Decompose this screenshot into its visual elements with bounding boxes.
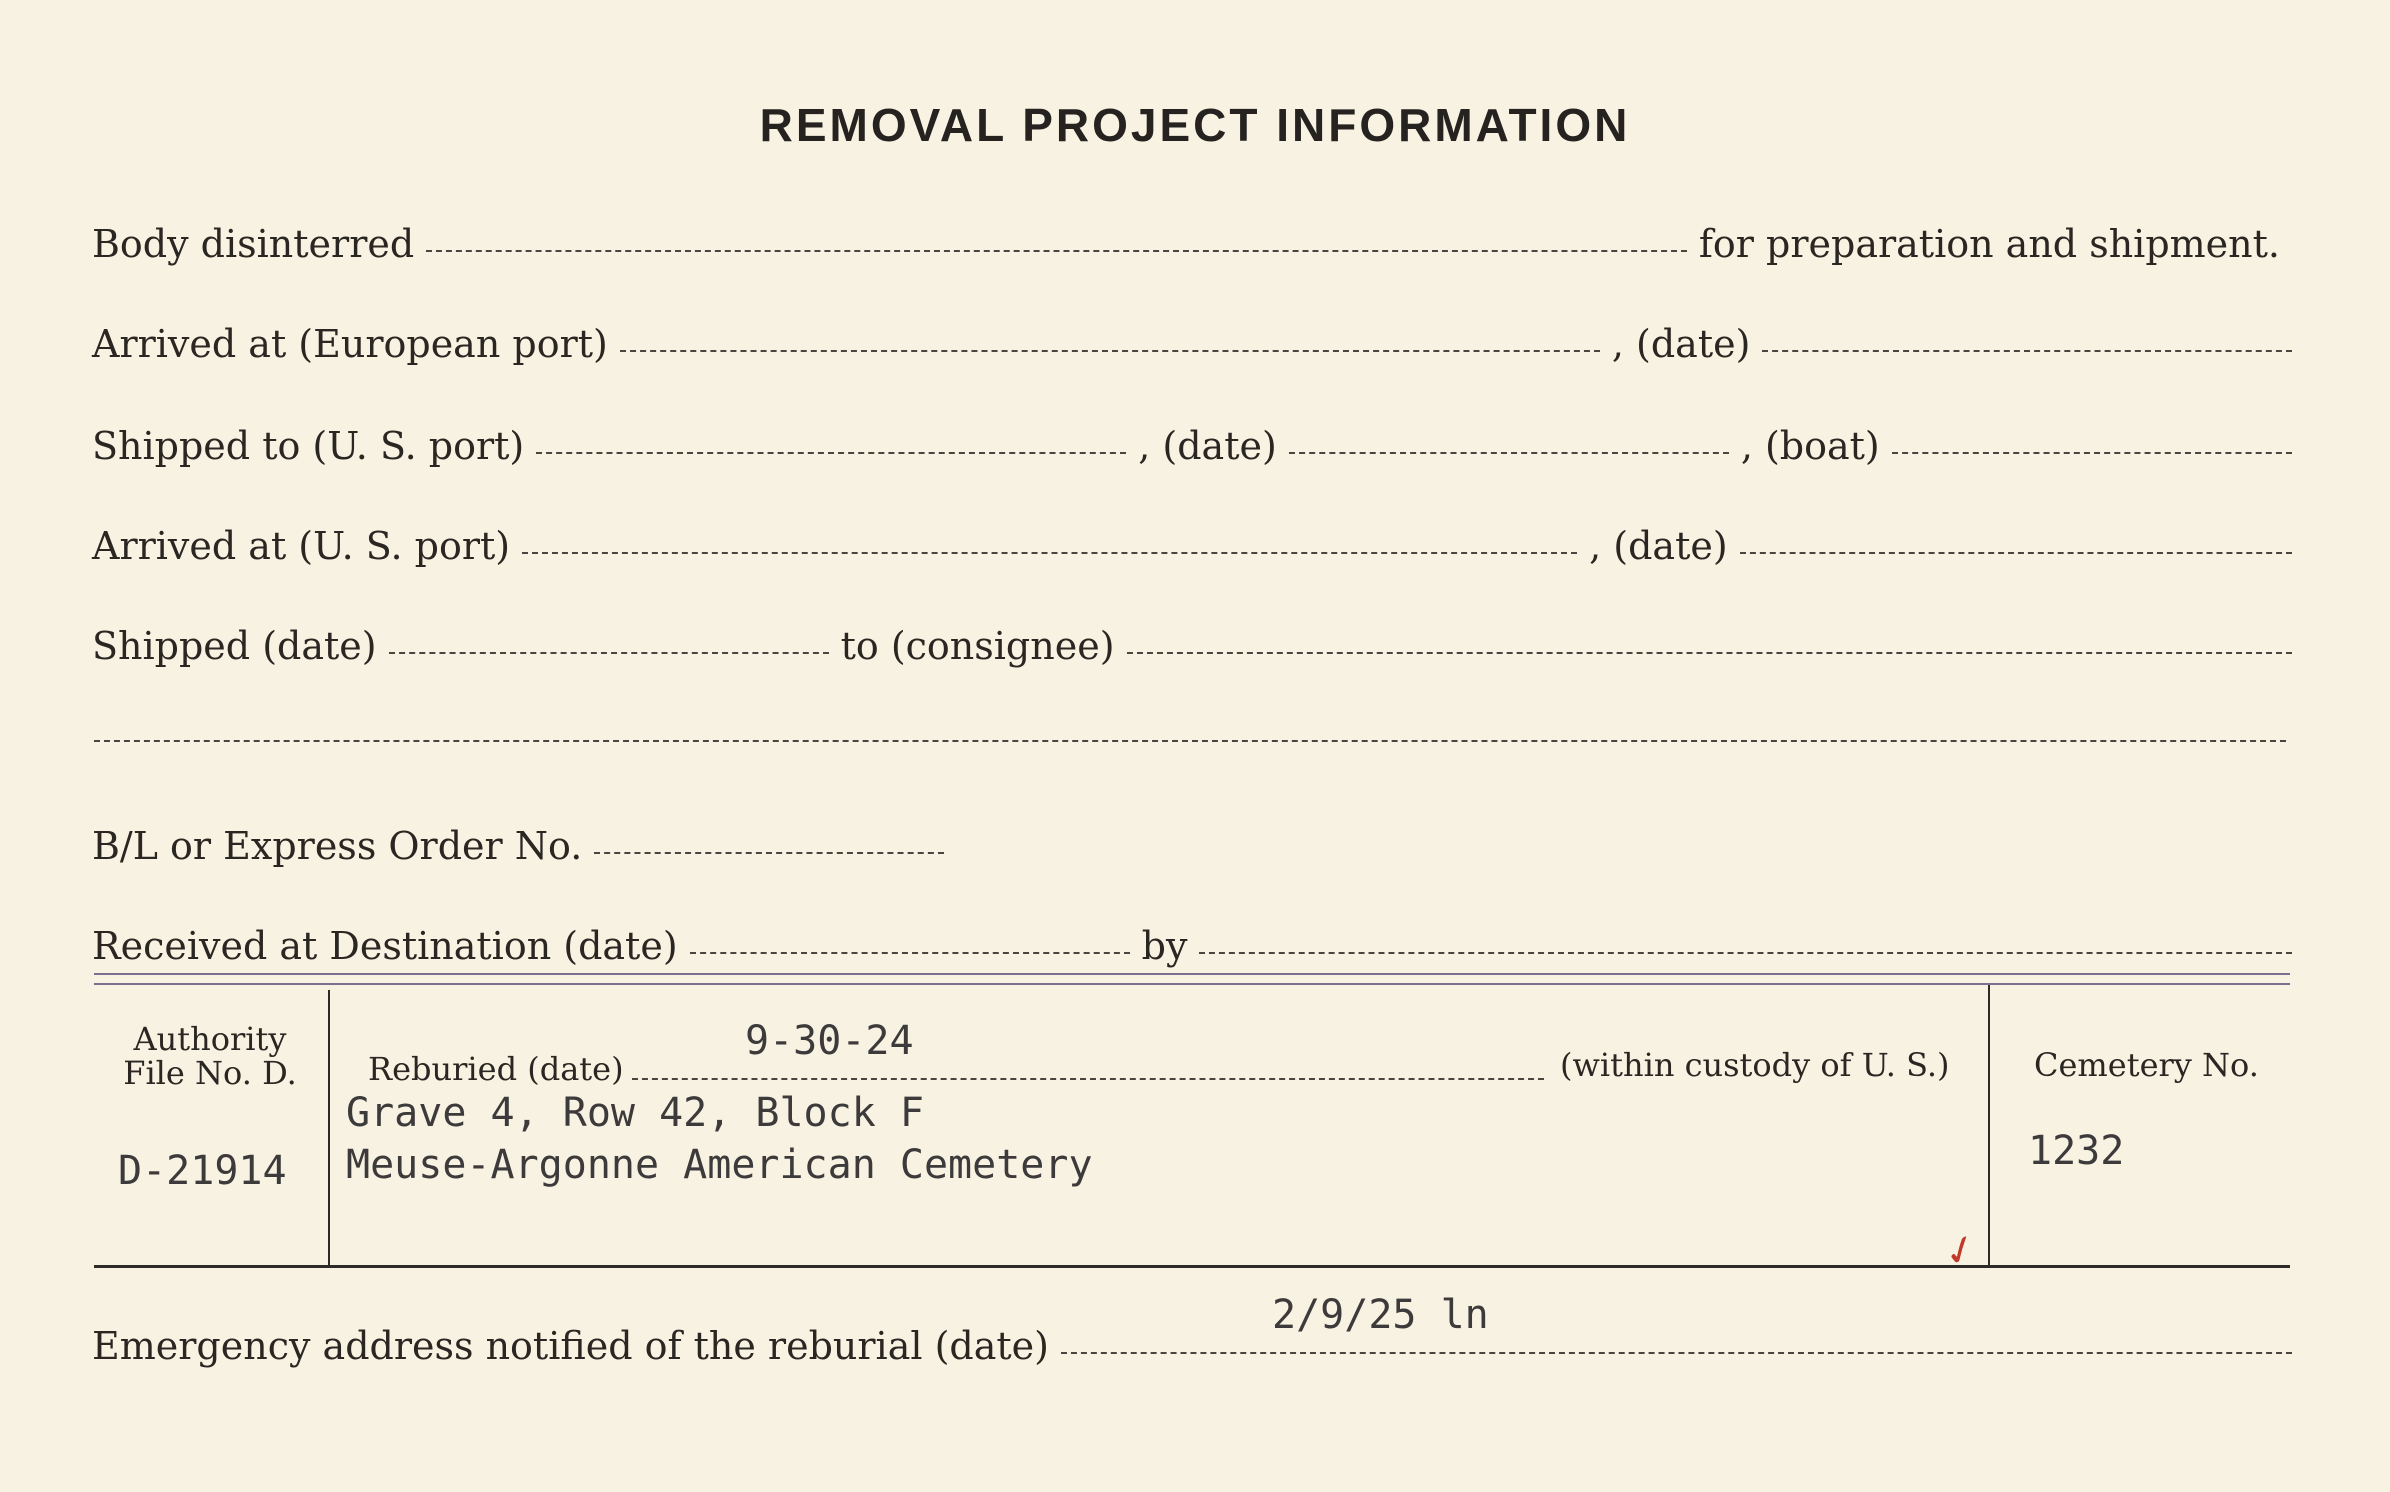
box-top-rule-1 — [94, 973, 2290, 975]
reburied-label: Reburied (date) — [368, 1050, 624, 1088]
authority-value: D-21914 — [118, 1148, 287, 1194]
shipped-us-row — [92, 412, 2292, 468]
emergency-label: Emergency address notified of the reburial (date) — [92, 1324, 1049, 1368]
bl-blank — [594, 840, 944, 854]
box-divider-right — [1988, 985, 1990, 1268]
arrived-european-blank — [620, 338, 1600, 352]
consignee-continuation-blank — [94, 740, 2286, 742]
body-disinterred-row — [92, 210, 2292, 266]
arrived-us-date-label: , (date) — [1589, 524, 1728, 568]
body-disinterred-suffix: for preparation and shipment. — [1698, 222, 2280, 266]
shipped-us-date-label: , (date) — [1138, 424, 1277, 468]
arrived-european-row — [92, 310, 2292, 366]
body-disinterred-blank — [426, 238, 1687, 252]
emergency-value: 2/9/25 ln — [1272, 1292, 1489, 1338]
shipped-us-date-blank — [1289, 440, 1729, 454]
bl-label: B/L or Express Order No. — [92, 824, 583, 868]
grave-line: Grave 4, Row 42, Block F — [346, 1090, 924, 1136]
arrived-us-label: Arrived at (U. S. port) — [92, 524, 511, 568]
arrived-us-blank — [522, 540, 1577, 554]
body-disinterred-label: Body disinterred — [92, 222, 415, 266]
page-title: REMOVAL PROJECT INFORMATION — [759, 99, 1631, 151]
boat-blank — [1892, 440, 2292, 454]
cemetery-no-value: 1232 — [2028, 1128, 2125, 1174]
shipped-us-label: Shipped to (U. S. port) — [92, 424, 525, 468]
cemetery-line: Meuse-Argonne American Cemetery — [346, 1142, 1093, 1188]
shipped-us-blank — [536, 440, 1126, 454]
cemetery-no-label: Cemetery No. — [2034, 1046, 2259, 1084]
emergency-row — [92, 1312, 2292, 1368]
authority-label: Authority File No. D. — [123, 1020, 297, 1092]
shipped-date-blank — [389, 640, 829, 654]
box-top-rule-2 — [94, 983, 2290, 985]
arrived-us-row — [92, 512, 2292, 568]
by-label: by — [1141, 924, 1188, 968]
reburied-date-value: 9-30-24 — [745, 1018, 914, 1064]
shipped-date-label: Shipped (date) — [92, 624, 377, 668]
box-divider-left — [328, 990, 330, 1268]
arrived-european-date-label: , (date) — [1611, 322, 1751, 366]
emergency-blank — [1061, 1340, 2292, 1354]
consignee-label: to (consignee) — [840, 624, 1115, 668]
by-blank — [1199, 940, 2292, 954]
boat-label: , (boat) — [1740, 424, 1880, 468]
bl-row — [92, 812, 2292, 868]
received-label: Received at Destination (date) — [92, 924, 678, 968]
received-date-blank — [690, 940, 1130, 954]
shipped-consignee-row — [92, 612, 2292, 668]
reburied-blank — [632, 1078, 1544, 1080]
box-bottom-rule — [94, 1265, 2290, 1268]
arrived-european-label: Arrived at (European port) — [92, 322, 608, 366]
arrived-us-date-blank — [1740, 540, 2292, 554]
arrived-european-date-blank — [1762, 338, 2292, 352]
consignee-blank — [1127, 640, 2292, 654]
custody-label: (within custody of U. S.) — [1560, 1046, 1950, 1084]
received-row — [92, 912, 2292, 968]
check-mark: ✓ — [1937, 1223, 1985, 1279]
